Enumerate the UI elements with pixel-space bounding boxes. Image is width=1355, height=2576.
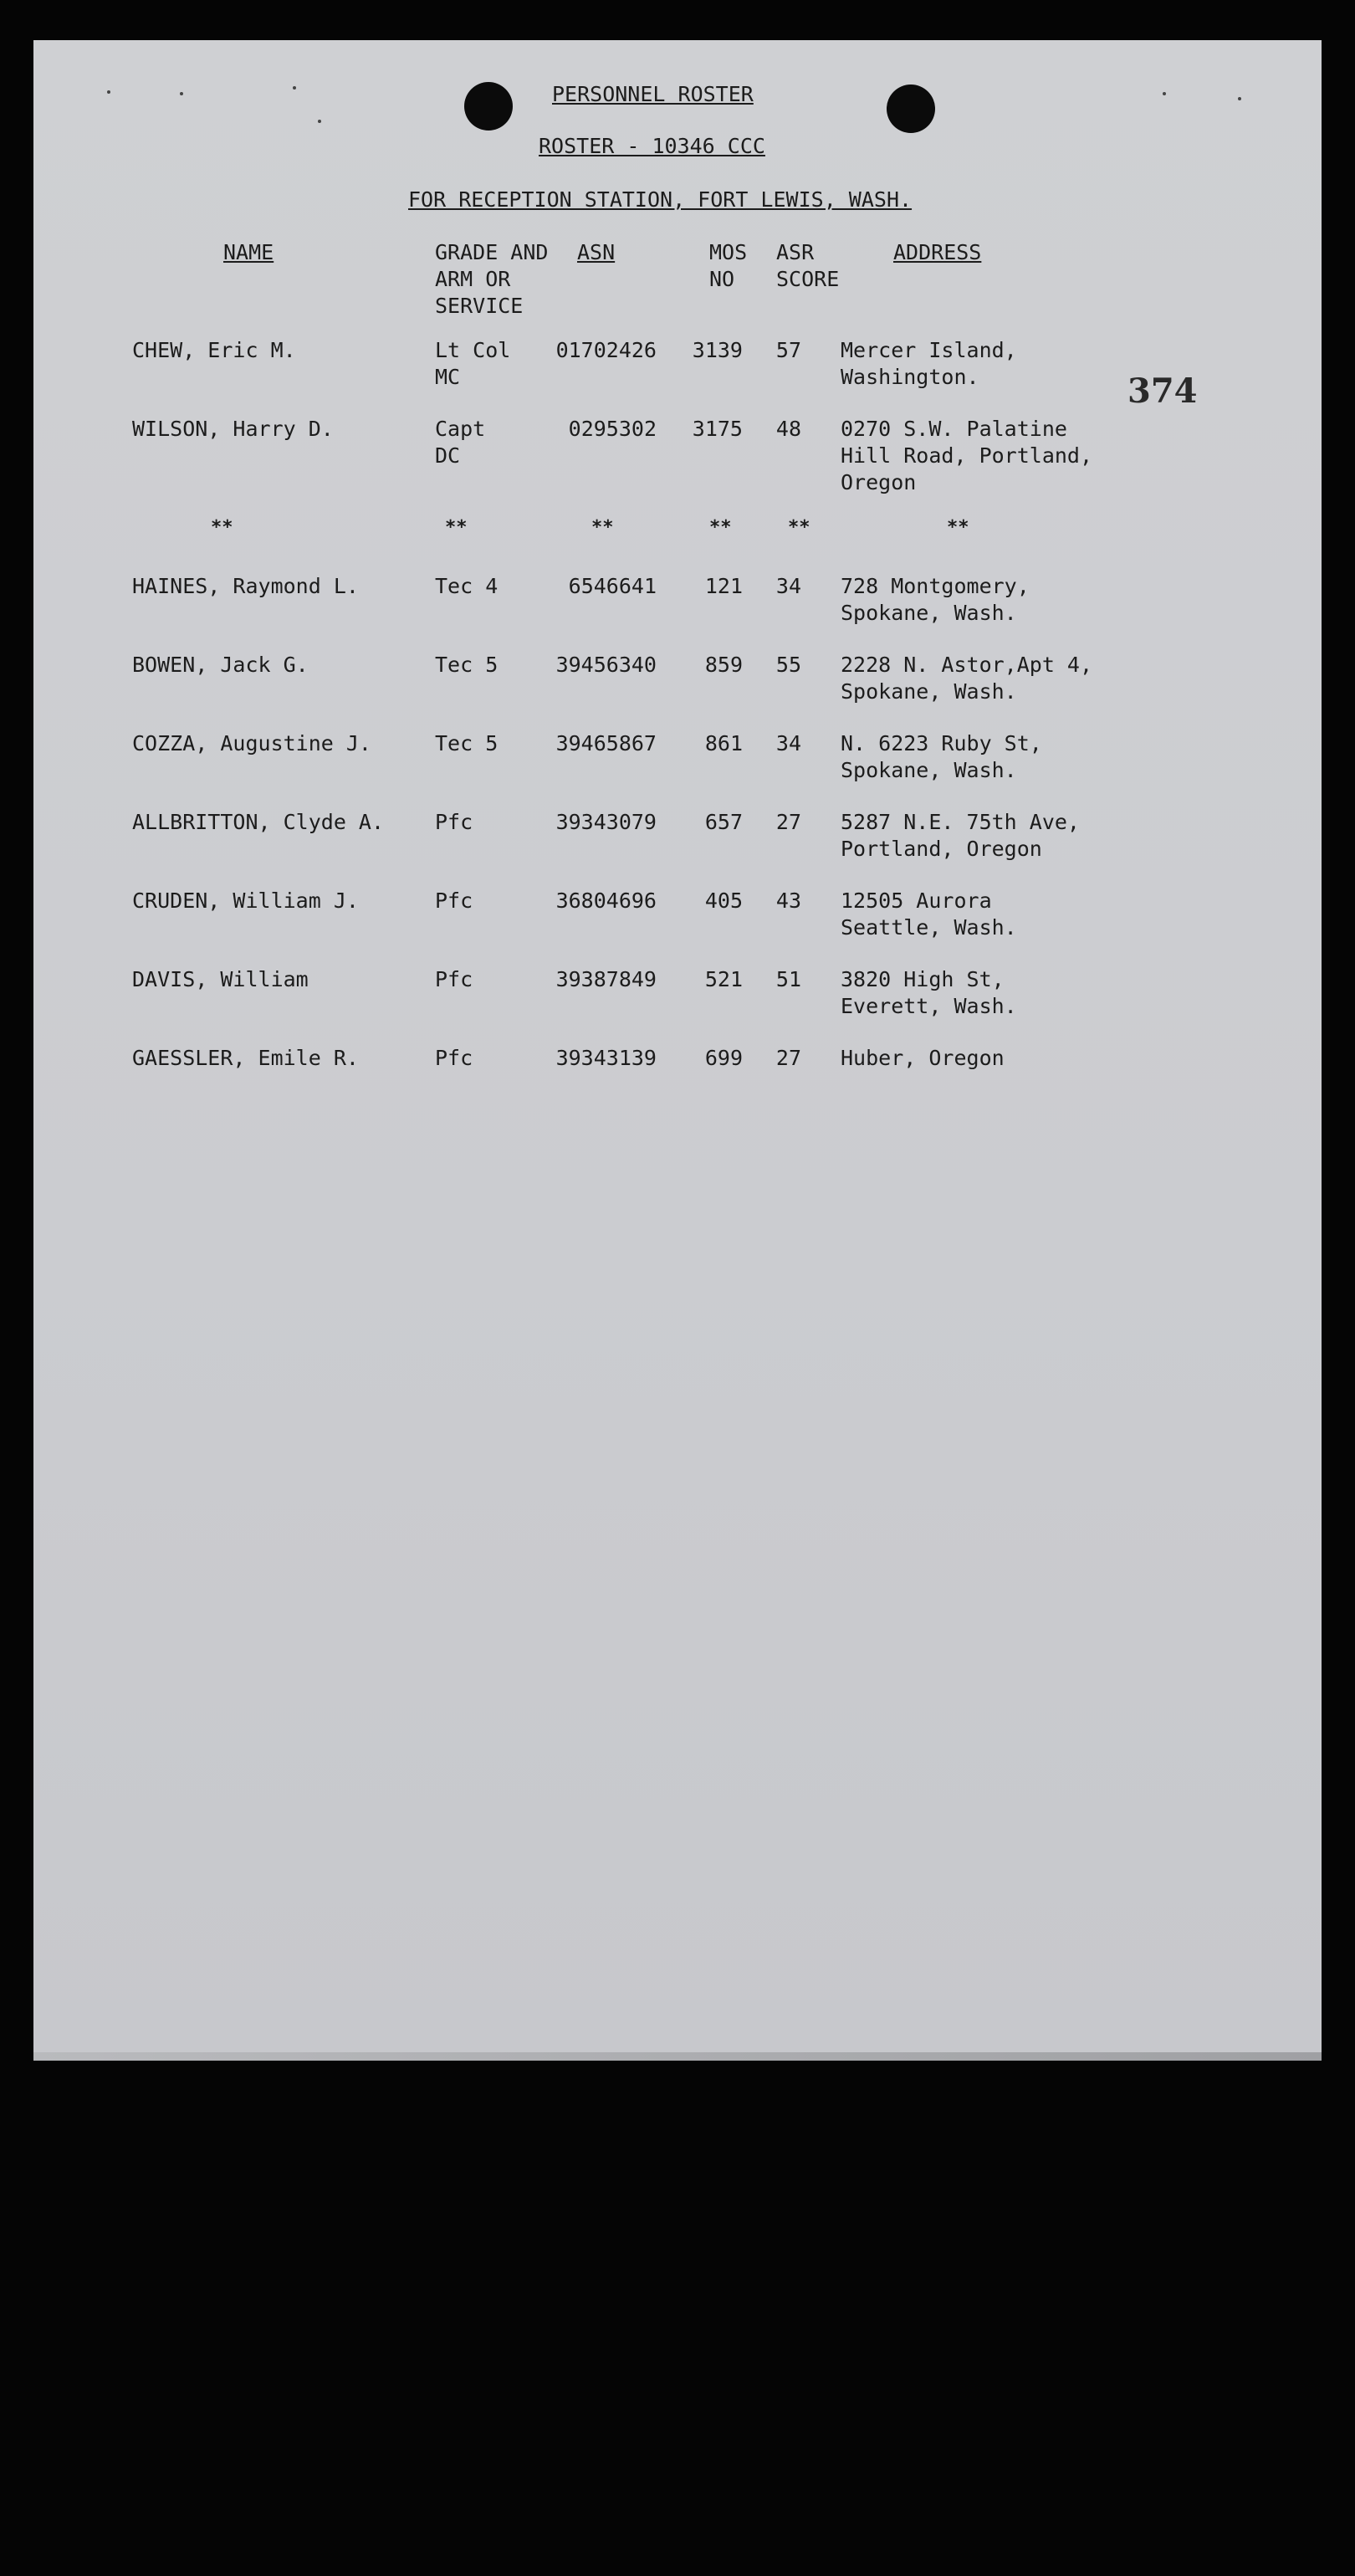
speck	[293, 86, 296, 90]
separator-mark: **	[591, 517, 614, 538]
cell-asr: 57	[775, 338, 801, 362]
cell-asn: 36804696	[555, 889, 657, 913]
cell-asr: 34	[775, 731, 801, 755]
cell-name: BOWEN, Jack G.	[132, 653, 309, 677]
cell-address: 12505 Aurora Seattle, Wash.	[841, 889, 1017, 940]
cell-grade: Tec 5	[435, 653, 499, 677]
cell-mos: 859	[704, 653, 743, 677]
cell-asr: 48	[775, 417, 801, 441]
separator-mark: **	[445, 517, 468, 538]
cell-asn: 6546641	[568, 574, 657, 598]
cell-asr: 51	[775, 967, 801, 991]
cell-address: 728 Montgomery, Spokane, Wash.	[841, 574, 1030, 625]
cell-asn: 39343139	[555, 1046, 657, 1070]
cell-asn: 0295302	[568, 417, 657, 441]
cell-mos: 861	[704, 731, 743, 755]
separator-mark: **	[211, 517, 233, 538]
cell-mos: 3175	[692, 417, 743, 441]
cell-asn: 39465867	[555, 731, 657, 755]
punch-hole-left	[464, 82, 513, 131]
cell-asr: 34	[775, 574, 801, 598]
speck	[1163, 92, 1166, 95]
cell-asr: 43	[775, 889, 801, 913]
cell-address: 0270 S.W. Palatine Hill Road, Portland, Oregon	[841, 417, 1093, 494]
document-subtitle: ROSTER - 10346 CCC	[539, 134, 765, 158]
cell-asr: 27	[775, 810, 801, 834]
cell-asn: 39343079	[555, 810, 657, 834]
speck	[180, 92, 183, 95]
column-header-mos: MOS NO	[709, 240, 748, 291]
cell-mos: 121	[704, 574, 743, 598]
column-header-asn: ASN	[577, 240, 616, 264]
speck	[318, 120, 321, 123]
cell-name: ALLBRITTON, Clyde A.	[132, 810, 385, 834]
cell-address: 5287 N.E. 75th Ave, Portland, Oregon	[841, 810, 1080, 861]
punch-hole-right	[887, 85, 935, 133]
cell-grade: Tec 5	[435, 731, 499, 755]
cell-mos: 657	[704, 810, 743, 834]
cell-grade: Capt DC	[435, 417, 486, 468]
cell-asn: 39387849	[555, 967, 657, 991]
cell-address: 2228 N. Astor,Apt 4, Spokane, Wash.	[841, 653, 1093, 704]
cell-mos: 405	[704, 889, 743, 913]
document-title: PERSONNEL ROSTER	[552, 82, 754, 106]
speck	[107, 90, 110, 94]
page-number: 374	[1127, 371, 1198, 411]
column-header-name: NAME	[223, 240, 274, 264]
cell-asn: 01702426	[555, 338, 657, 362]
separator-mark: **	[709, 517, 732, 538]
cell-mos: 521	[704, 967, 743, 991]
cell-grade: Tec 4	[435, 574, 499, 598]
separator-mark: **	[947, 517, 969, 538]
page-edge	[33, 2052, 1322, 2061]
cell-asr: 27	[775, 1046, 801, 1070]
roster-page	[33, 40, 1322, 2052]
cell-name: WILSON, Harry D.	[132, 417, 334, 441]
cell-name: CRUDEN, William J.	[132, 889, 359, 913]
column-header-grade: GRADE AND ARM OR SERVICE	[435, 240, 549, 318]
cell-name: HAINES, Raymond L.	[132, 574, 359, 598]
cell-address: Mercer Island, Washington.	[841, 338, 1017, 389]
cell-address: Huber, Oregon	[841, 1046, 1005, 1070]
cell-address: N. 6223 Ruby St, Spokane, Wash.	[841, 731, 1042, 782]
column-header-address: ADDRESS	[893, 240, 982, 264]
document-heading: FOR RECEPTION STATION, FORT LEWIS, WASH.	[408, 187, 913, 212]
cell-grade: Pfc	[435, 810, 473, 834]
cell-grade: Pfc	[435, 1046, 473, 1070]
cell-name: COZZA, Augustine J.	[132, 731, 371, 755]
cell-asr: 55	[775, 653, 801, 677]
cell-mos: 3139	[692, 338, 743, 362]
cell-grade: Pfc	[435, 967, 473, 991]
cell-grade: Lt Col MC	[435, 338, 511, 389]
cell-name: CHEW, Eric M.	[132, 338, 296, 362]
cell-name: GAESSLER, Emile R.	[132, 1046, 359, 1070]
cell-mos: 699	[704, 1046, 743, 1070]
cell-grade: Pfc	[435, 889, 473, 913]
separator-mark: **	[788, 517, 810, 538]
cell-asn: 39456340	[555, 653, 657, 677]
cell-name: DAVIS, William	[132, 967, 309, 991]
cell-address: 3820 High St, Everett, Wash.	[841, 967, 1017, 1018]
column-header-asr: ASR SCORE	[776, 240, 840, 291]
speck	[1238, 97, 1241, 100]
